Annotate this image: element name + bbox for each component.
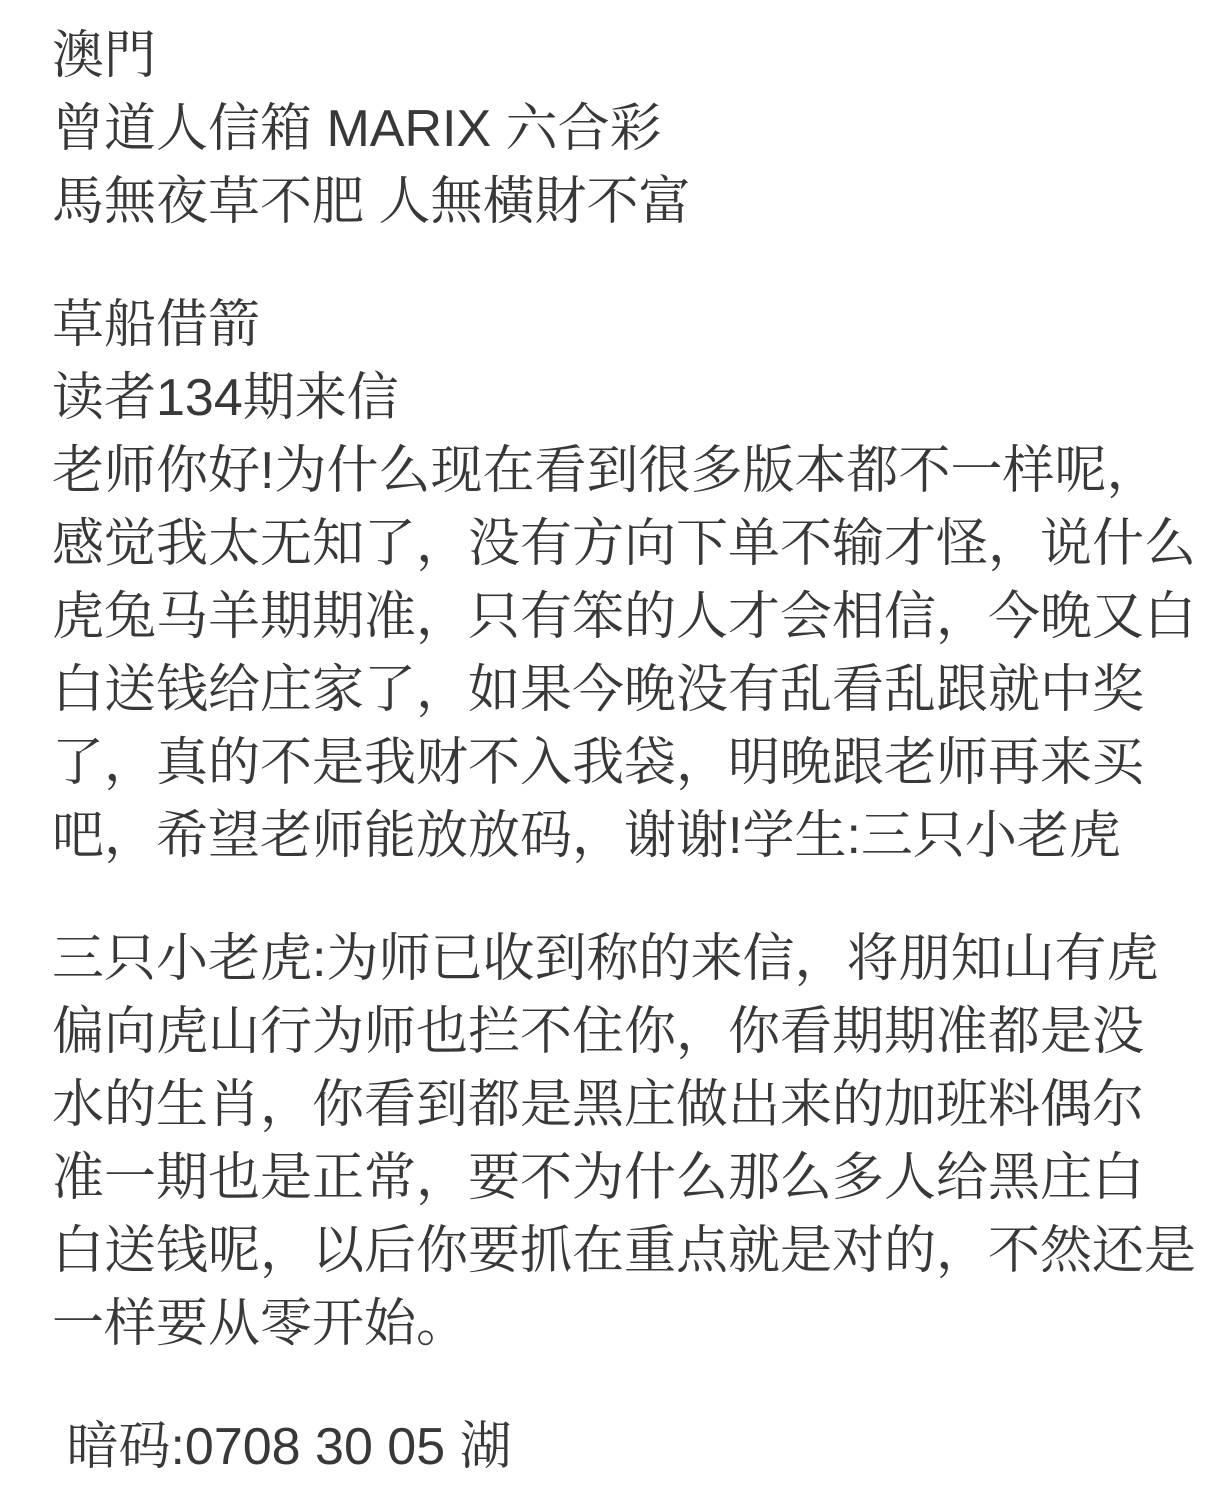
masthead-title-line: 曾道人信箱 MARIX 六合彩 bbox=[52, 100, 662, 158]
letter-line-1: 老师你好!为什么现在看到很多版本都不一样呢， bbox=[52, 442, 1159, 500]
reply-line-6: 一样要从零开始。 bbox=[52, 1295, 469, 1353]
reply-line-1: 三只小老虎:为师已收到称的来信，将朋知山有虎 bbox=[52, 930, 1159, 988]
reply-line-3: 水的生肖，你看到都是黑庄做出来的加班料偶尔 bbox=[52, 1076, 1145, 1134]
blank-spacer bbox=[52, 1361, 1180, 1411]
article-title-line: 草船借箭 bbox=[52, 296, 261, 354]
blank-spacer bbox=[52, 873, 1180, 923]
letter-line-4: 白送钱给庄家了，如果今晚没有乱看乱跟就中奖 bbox=[52, 661, 1145, 719]
secret-code-line: 暗码:0708 30 05 湖 bbox=[52, 1418, 512, 1476]
proverb-line: 馬無夜草不肥 人無橫財不富 bbox=[52, 173, 691, 231]
letter-line-6: 吧，希望老师能放放码，谢谢!学生:三只小老虎 bbox=[52, 807, 1121, 865]
letter-line-3: 虎兔马羊期期准，只有笨的人才会相信，今晚又白 bbox=[52, 588, 1197, 646]
letter-line-2: 感觉我太无知了，没有方向下单不输才怪，说什么 bbox=[52, 515, 1197, 573]
region-line: 澳門 bbox=[52, 27, 157, 85]
reply-line-4: 准一期也是正常，要不为什么那么多人给黑庄白 bbox=[52, 1149, 1145, 1207]
issue-line: 读者134期来信 bbox=[52, 369, 399, 427]
reply-line-2: 偏向虎山行为师也拦不住你，你看期期准都是没 bbox=[52, 1003, 1145, 1061]
reply-line-5: 白送钱呢，以后你要抓在重点就是对的，不然还是 bbox=[52, 1222, 1197, 1280]
blank-spacer bbox=[52, 239, 1180, 289]
letter-line-5: 了，真的不是我财不入我袋，明晚跟老师再来买 bbox=[52, 734, 1145, 792]
